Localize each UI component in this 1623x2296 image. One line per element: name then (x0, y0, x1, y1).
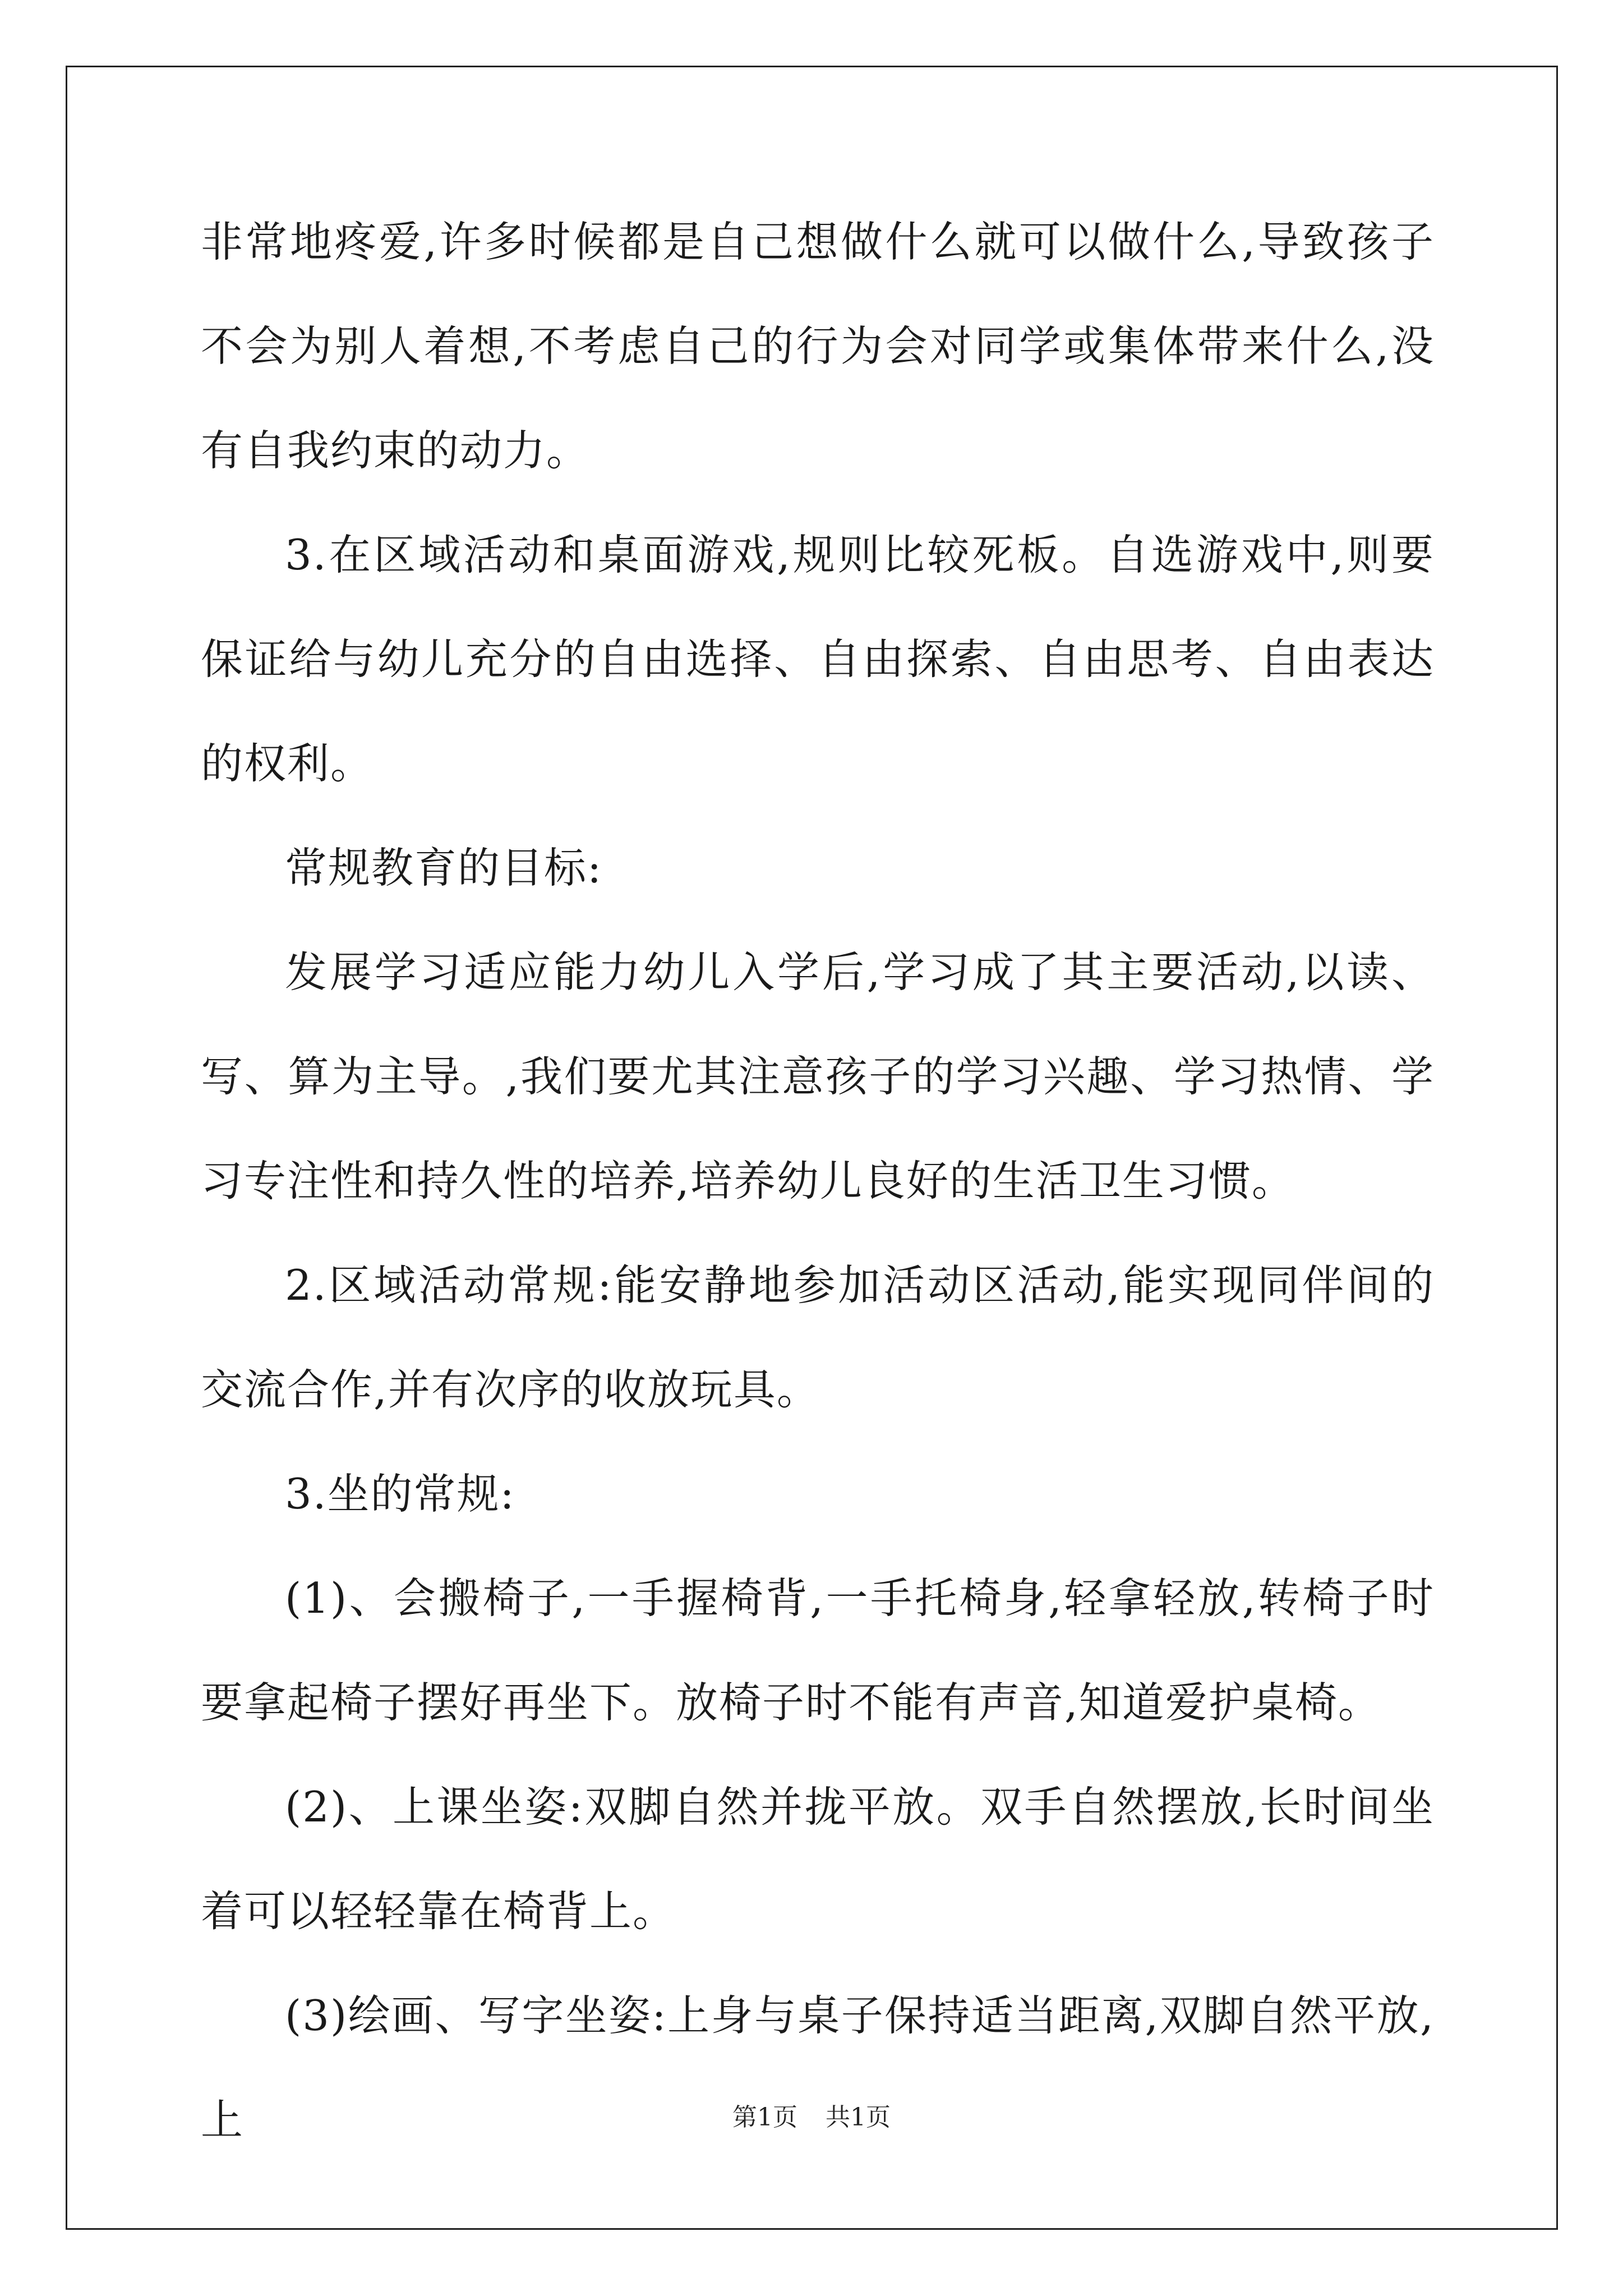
page-footer (0, 2097, 1623, 2133)
paragraph-5: 2.区域活动常规:能安静地参加活动区活动,能实现同伴间的交流合作,并有次序的收放玩具。 (201, 1260, 1435, 1414)
paragraph-4: 发展学习适应能力幼儿入学后,学习成了其主要活动,以读、写、算为主导。,我们要尤其注意孩子的学习兴趣、学习热情、学习专注性和持久性的培养,培养幼儿良好的生活卫生习惯。 (201, 947, 1435, 1205)
paragraph-3-heading: 常规教育的目标: (285, 843, 603, 892)
paragraph-1: 非常地疼爱,许多时候都是自己想做什么就可以做什么,导致孩子不会为别人着想,不考虑自己的行为会对同学或集体带来什么,没有自我约束的动力。 (201, 217, 1435, 475)
paragraph-9: (3)绘画、写字坐姿:上身与桌子保持适当距离,双脚自然平放,上 (201, 1991, 1435, 2145)
page-total: 共1页 (826, 2103, 891, 2132)
paragraph-8: (2)、上课坐姿:双脚自然并拢平放。双手自然摆放,长时间坐着可以轻轻靠在椅背上。 (201, 1782, 1435, 1936)
page-number: 第1页 (732, 2103, 797, 2132)
paragraph-7: (1)、会搬椅子,一手握椅背,一手托椅身,轻拿轻放,转椅子时要拿起椅子摆好再坐下。放椅子时不能有声音,知道爱护桌椅。 (201, 1573, 1435, 1727)
document-body (201, 190, 1435, 2172)
paragraph-6: 3.坐的常规: (285, 1469, 515, 1519)
paragraph-2: 3.在区域活动和桌面游戏,规则比较死板。自选游戏中,则要保证给与幼儿充分的自由选择、自由探索、自由思考、自由表达的权利。 (201, 530, 1435, 788)
